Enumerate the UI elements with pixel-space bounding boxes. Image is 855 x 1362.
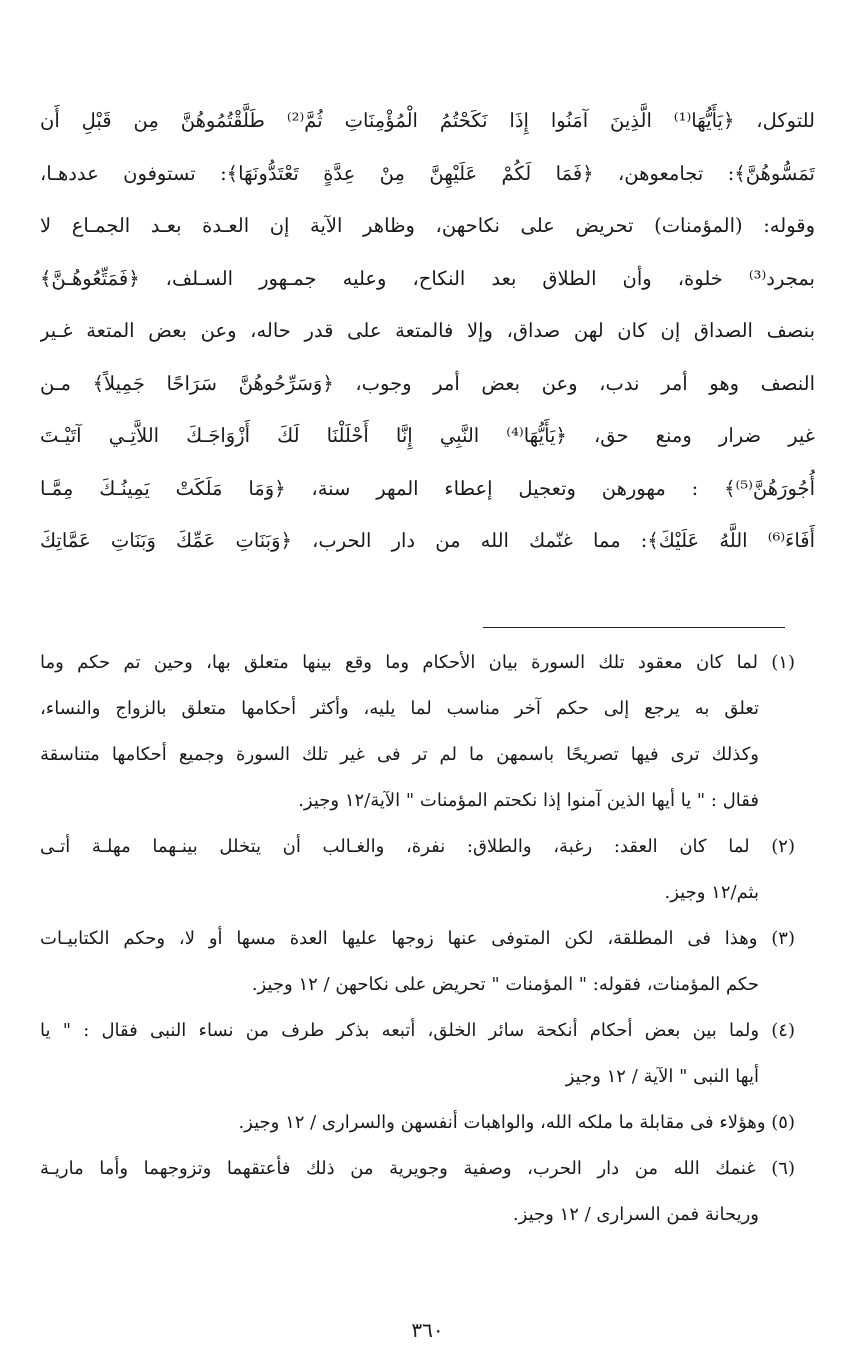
footnote-row: حكم المؤمنات، فقوله: " المؤمنات " تحريض على نكاحهن / ١٢ وجيز. bbox=[251, 974, 759, 995]
footnotes bbox=[40, 640, 795, 1238]
footnote-row: (٣) وهذا فى المطلقة، لكن المتوفى عنها زوجها عليها العدة مسها أو لا، وحكم الكتابيـات bbox=[40, 928, 795, 949]
text-line: أُجُورَهُنَّ⁽⁵⁾﴾ : مهورهن وتعجيل إعطاء المهر سنة، ﴿وَمَا مَلَكَتْ يَمِينُـكَ مِمَّـا bbox=[40, 476, 815, 500]
footnote-row: (٤) ولما بين بعض أحكام أنكحة سائر الخلق، أتبعه بذكر طرف من نساء النبى فقال : " يا bbox=[40, 1020, 795, 1041]
footnote-3 bbox=[40, 916, 795, 1008]
text-line: أَفَاءَ⁽⁶⁾ اللَّهُ عَلَيْكَ﴾: مما غنّمك الله من دار الحرب، ﴿وَبَنَاتِ عَمِّكَ وَبَنَاتِ عَمَّاتِكَ bbox=[40, 529, 815, 552]
footnote-5 bbox=[40, 1100, 795, 1146]
footnote-6 bbox=[40, 1146, 795, 1238]
text-line: بنصف الصداق إن كان لهن صداق، وإلا فالمتعة على قدر حاله، وعن بعض المتعة غـير bbox=[40, 319, 815, 342]
text-line: غير ضرار ومنع حق، ﴿يَأَيُّهَا⁽⁴⁾ النَّبِي إِنَّا أَحْلَلْنَا لَكَ أَزْوَاجَـكَ اللاَّتِـي آتَيْـتَ bbox=[40, 424, 815, 447]
page-number: ٣٦٠ bbox=[411, 1318, 444, 1342]
footnote-row: وكذلك ترى فيها تصريحًا باسمهن ما لم تر فى غير تلك السورة وجميع أحكامها متناسقة bbox=[40, 744, 759, 765]
footnote-row: (٦) غنمك الله من دار الحرب، وصفية وجويرية من ذلك فأعتقهما وتزوجهما وأما ماريـة bbox=[40, 1158, 795, 1179]
footnote-row: وريحانة فمن السرارى / ١٢ وجيز. bbox=[512, 1204, 759, 1225]
text-line: بمجرد⁽³⁾ خلوة، وأن الطلاق بعد النكاح، وعليه جمـهور السـلف، ﴿فَمَتِّعُوهُـنَّ﴾ bbox=[40, 266, 815, 290]
footnote-row: أيها النبى " الآية / ١٢ وجيز bbox=[565, 1066, 759, 1087]
text-line: للتوكل، ﴿يَأَيُّهَا⁽¹⁾ الَّذِينَ آمَنُوا إِذَا نَكَحْتُمُ الْمُؤْمِنَاتِ ثُمَّ⁽²⁾ طَلَّقْتُمُوهُنَّ مِن قَبْلِ أَن bbox=[40, 109, 815, 132]
footnote-4 bbox=[40, 1008, 795, 1100]
footnote-row: فقال : " يا أيها الذين آمنوا إذا نكحتم المؤمنات " الآية/١٢ وجيز. bbox=[298, 790, 759, 811]
text-line: تَمَسُّوهُنَّ﴾: تجامعوهن، ﴿فَمَا لَكُمْ عَلَيْهِنَّ مِنْ عِدَّةٍ تَعْتَدُّونَهَا﴾: تستوفون عددهـا، bbox=[40, 161, 815, 185]
footnote-separator bbox=[483, 627, 785, 628]
footnote-row: (٥) وهؤلاء فى مقابلة ما ملكه الله، والواهبات أنفسهن والسرارى / ١٢ وجيز. bbox=[238, 1112, 795, 1133]
main-text bbox=[40, 95, 815, 568]
footnote-row: بثم/١٢ وجيز. bbox=[664, 882, 759, 903]
footnote-2 bbox=[40, 824, 795, 916]
footnote-row: (٢) لما كان العقد: رغبة، والطلاق: نفرة، والغـالب أن يتخلل بينـهما مهلـة أتـى bbox=[40, 836, 795, 857]
footnote-row: تعلق به يرجع إلى حكم آخر مناسب لما يليه، وأكثر أحكامها متعلق بالزواج والنساء، bbox=[40, 698, 759, 719]
text-line: النصف وهو أمر ندب، وعن بعض أمر وجوب، ﴿وَسَرِّحُوهُنَّ سَرَاحًا جَمِيلاً﴾ مـن bbox=[40, 371, 815, 395]
footnote-row: (١) لما كان معقود تلك السورة بيان الأحكام وما وقع بينها متعلق بها، وحين تم حكم وما bbox=[40, 652, 795, 673]
text-line: وقوله: (المؤمنات) تحريض على نكاحهن، وظاهر الآية إن العـدة بعـد الجمـاع لا bbox=[40, 214, 815, 237]
footnote-1 bbox=[40, 640, 795, 824]
